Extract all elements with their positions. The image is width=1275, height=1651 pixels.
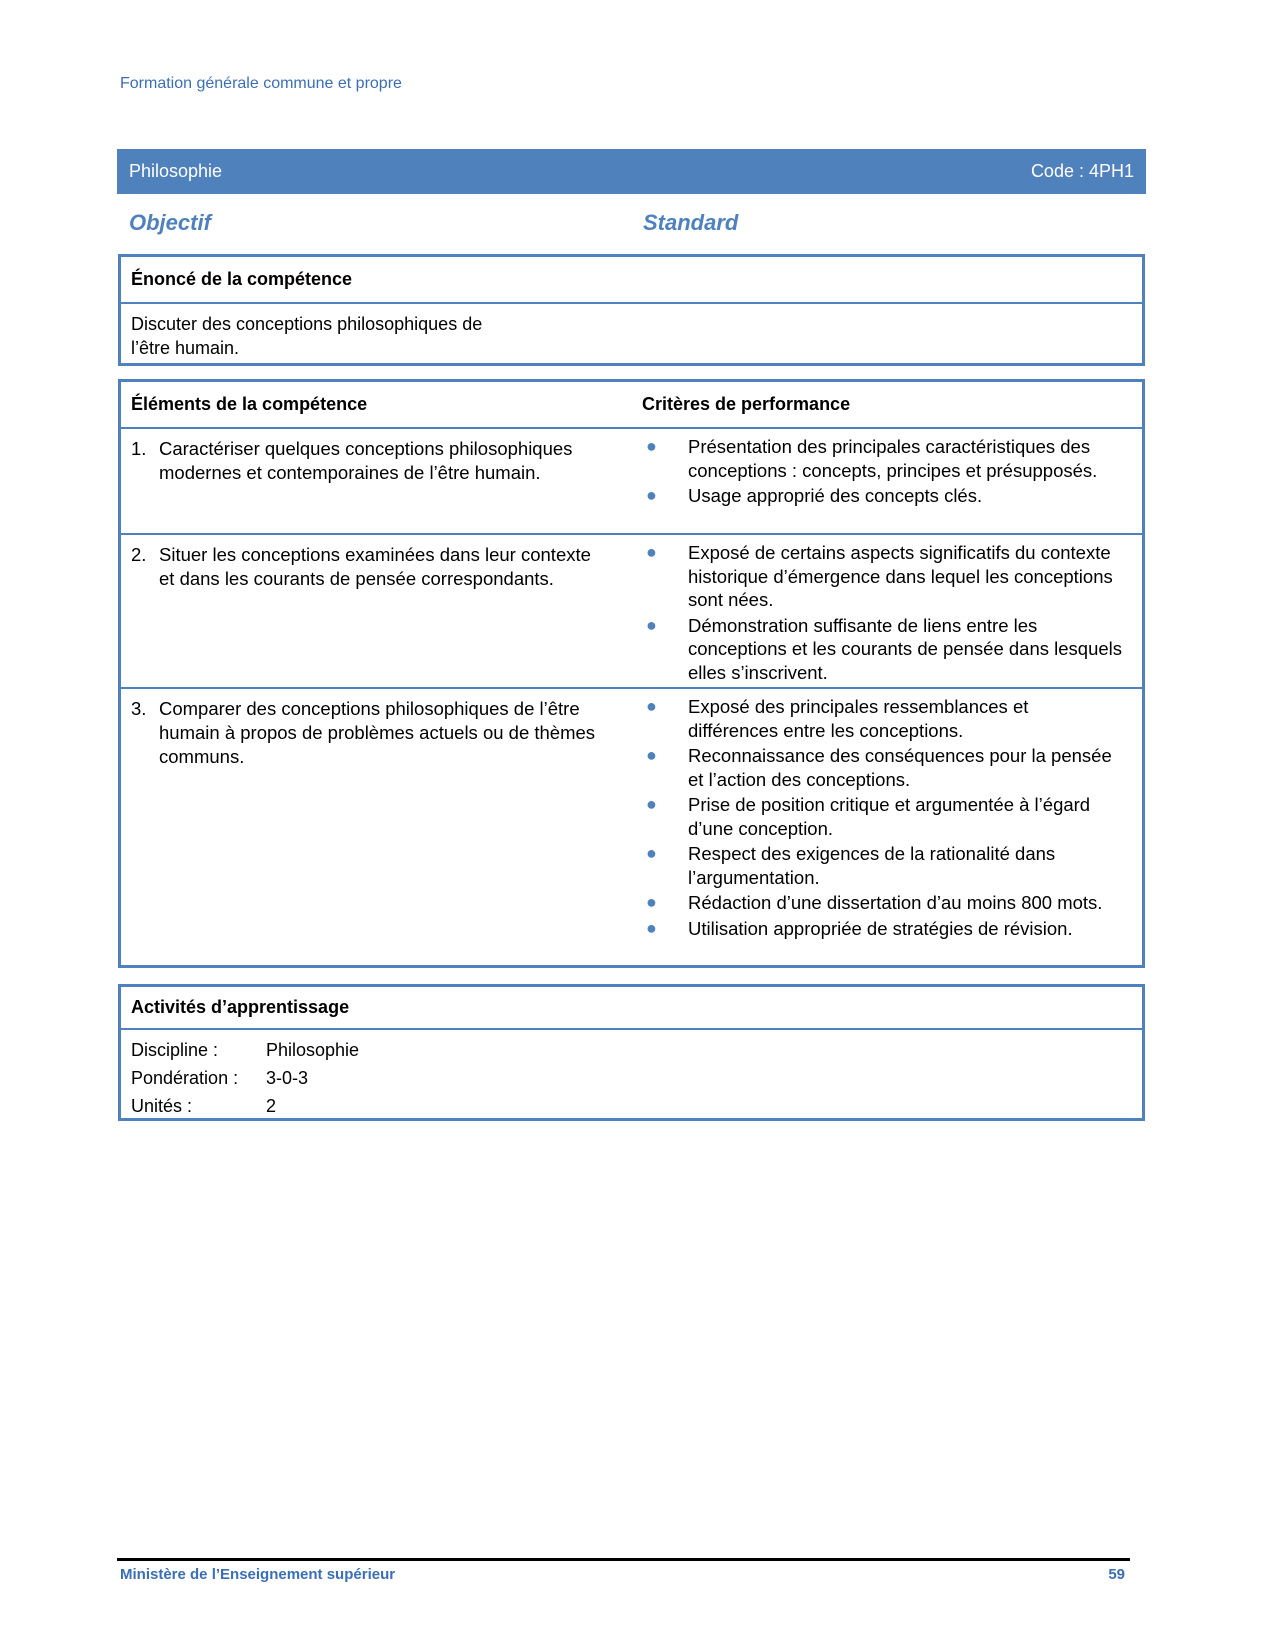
- bullet-icon: ●: [646, 614, 657, 635]
- element-number: 2.: [131, 544, 147, 565]
- discipline-row: [131, 1036, 1132, 1064]
- footer-rule: [117, 1558, 1130, 1561]
- criteria-list: [642, 435, 1122, 510]
- competence-statement-line2: l’être humain.: [131, 338, 240, 358]
- unites-value: 2: [266, 1096, 277, 1116]
- element-text: Caractériser quelques conceptions philosophiques modernes et contemporaines de l’être humain.: [159, 438, 573, 483]
- criterion-item: ● Présentation des principales caractéristiques des conceptions : concepts, principes et présupposés.: [646, 436, 1098, 481]
- bullet-icon: ●: [646, 843, 657, 863]
- bullet-icon: ●: [646, 892, 657, 912]
- table-row: [121, 535, 1142, 689]
- running-header: Formation générale commune et propre: [120, 75, 402, 92]
- learning-activities-title: Activités d’apprentissage: [121, 987, 1142, 1030]
- criterion-item: ● Rédaction d’une dissertation d’au moins 800 mots.: [646, 892, 1103, 913]
- bullet-icon: ●: [646, 917, 657, 938]
- element-text: Situer les conceptions examinées dans leur contexte et dans les courants de pensée correspondants.: [159, 544, 591, 589]
- competence-statement-line1: Discuter des conceptions philosophiques de: [131, 314, 483, 334]
- ponderation-label: Pondération :: [131, 1068, 239, 1088]
- discipline-label: Discipline :: [131, 1040, 219, 1060]
- course-code: Code : 4PH1: [1030, 161, 1134, 181]
- element-item: [131, 543, 601, 591]
- criterion-item: ● Respect des exigences de la rationalité dans l’argumentation.: [646, 843, 1056, 888]
- footer-ministry: Ministère de l’Enseignement supérieur: [120, 1566, 396, 1583]
- criteria-list: [642, 541, 1122, 686]
- criteria-column-title: Critères de performance: [642, 394, 851, 414]
- criterion-item: ● Exposé de certains aspects significatifs du contexte historique d’émergence dans lequel les conceptions sont nées.: [646, 542, 1113, 610]
- unites-row: [131, 1092, 1132, 1120]
- bullet-icon: ●: [646, 794, 657, 814]
- bullet-icon: ●: [646, 485, 657, 505]
- criterion-item: ● Usage approprié des concepts clés.: [646, 485, 983, 506]
- ponderation-row: [131, 1064, 1132, 1092]
- page-number: 59: [1108, 1566, 1125, 1583]
- bullet-icon: ●: [646, 436, 657, 456]
- learning-activities-details: [121, 1030, 1142, 1126]
- criterion-item: ● Utilisation appropriée de stratégies de révision.: [646, 917, 1073, 939]
- element-item: [131, 437, 601, 485]
- competence-statement-title: Énoncé de la compétence: [121, 257, 1142, 304]
- element-number: 3.: [131, 698, 147, 719]
- criterion-item: ● Reconnaissance des conséquences pour la pensée et l’action des conceptions.: [646, 745, 1112, 790]
- learning-activities-box: [118, 984, 1145, 1121]
- page-footer: [120, 1566, 1125, 1583]
- objective-heading: Objectif: [129, 210, 211, 235]
- competence-statement-text: [121, 304, 571, 368]
- standard-heading: Standard: [643, 210, 739, 235]
- criteria-list: [642, 695, 1122, 942]
- criterion-item: ● Démonstration suffisante de liens entre les conceptions et les courants de pensée dans lesquels elles s’inscrivent.: [646, 614, 1123, 683]
- ponderation-value: 3-0-3: [266, 1068, 309, 1088]
- element-number: 1.: [131, 438, 147, 459]
- element-text: Comparer des conceptions philosophiques de l’être humain à propos de problèmes actuels ou de thèmes communs.: [159, 698, 596, 767]
- elements-table-header: [121, 382, 1142, 429]
- objective-standard-headings: [129, 210, 1129, 240]
- discipline-value: Philosophie: [266, 1040, 360, 1060]
- course-subject: Philosophie: [129, 161, 223, 181]
- competence-statement-box: [118, 254, 1145, 366]
- competence-elements-table: [118, 379, 1145, 968]
- bullet-icon: ●: [646, 542, 657, 562]
- bullet-icon: ●: [646, 696, 657, 716]
- table-row: [121, 429, 1142, 535]
- element-item: [131, 697, 601, 769]
- course-title-bar: [117, 149, 1146, 194]
- elements-column-title: Éléments de la compétence: [131, 394, 368, 414]
- table-row: [121, 689, 1142, 967]
- unites-label: Unités :: [131, 1096, 193, 1116]
- criterion-item: ● Prise de position critique et argumentée à l’égard d’une conception.: [646, 794, 1091, 839]
- criterion-item: ● Exposé des principales ressemblances et différences entre les conceptions.: [646, 696, 1029, 741]
- bullet-icon: ●: [646, 745, 657, 765]
